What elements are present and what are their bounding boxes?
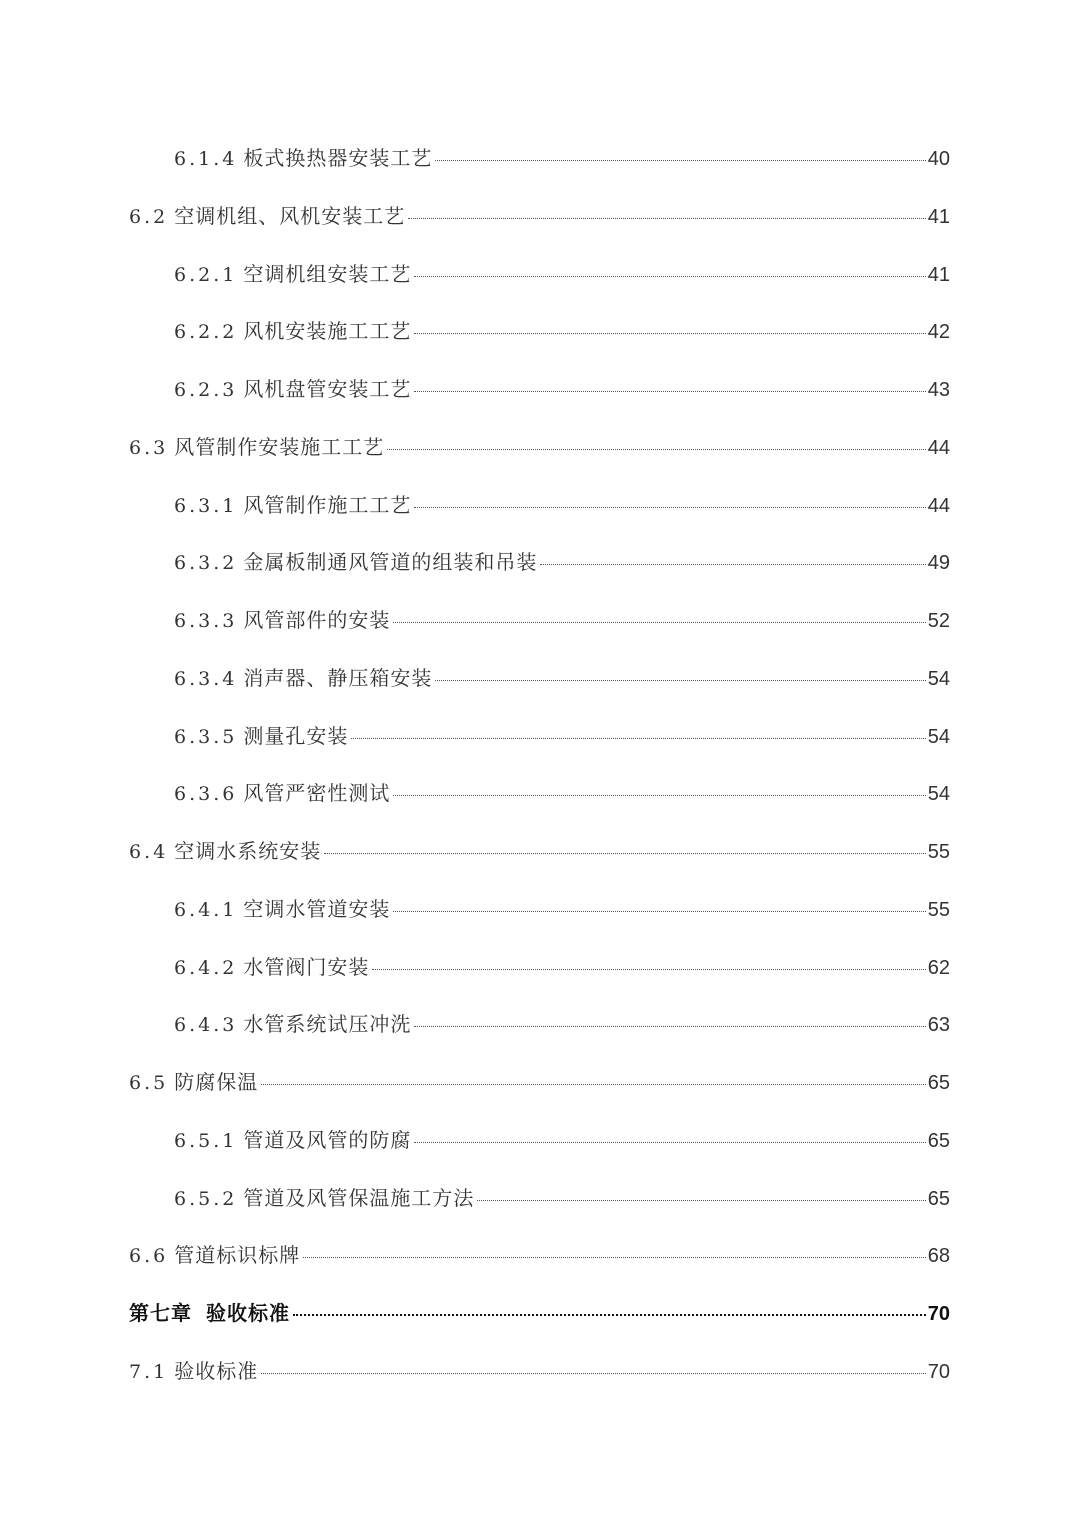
toc-entry-page-number: 70: [927, 1360, 950, 1383]
toc-entry-page-number: 63: [927, 1014, 950, 1037]
toc-entry[interactable]: [0, 1169, 1080, 1227]
toc-entry-page-number: 55: [927, 898, 950, 921]
toc-entry-page-number: 42: [927, 321, 950, 344]
toc-entry-title: 管道及风管的防腐: [243, 1127, 412, 1152]
toc-entry[interactable]: [0, 591, 1080, 649]
toc-entry-line[interactable]: [174, 547, 950, 578]
toc-dot-leader: [387, 449, 926, 450]
toc-entry-title: 空调机组安装工艺: [243, 261, 412, 286]
toc-entry-title: 管道及风管保温施工方法: [243, 1185, 475, 1210]
toc-entry-number: 6.3.4: [174, 667, 238, 690]
toc-entry-number: 6.1.4: [174, 148, 238, 170]
toc-chapter-entry[interactable]: [0, 1284, 1080, 1342]
toc-entry-number: 6.4.2: [174, 956, 238, 979]
toc-entry-number: 6.2.1: [174, 263, 238, 286]
toc-entry-line[interactable]: [174, 143, 950, 174]
toc-entry-title: 板式换热器安装工艺: [243, 146, 433, 170]
table-of-contents: [0, 129, 1080, 1400]
toc-entry[interactable]: [0, 822, 1080, 880]
toc-entry-page-number: 55: [927, 841, 950, 863]
toc-entry-number: 6.5.1: [174, 1129, 238, 1152]
toc-entry-number: 6.2.2: [174, 321, 238, 344]
toc-dot-leader: [414, 1142, 925, 1143]
toc-dot-leader: [372, 969, 925, 970]
toc-entry-title: 消声器、静压箱安装: [243, 665, 433, 690]
toc-entry-number: 6.4.3: [174, 1014, 238, 1037]
toc-entry[interactable]: [0, 649, 1080, 707]
toc-entry[interactable]: [0, 533, 1080, 591]
toc-entry-line[interactable]: [129, 1240, 950, 1271]
toc-dot-leader: [435, 160, 925, 161]
toc-entry-line[interactable]: [174, 1125, 950, 1156]
toc-entry-page-number: 40: [927, 148, 950, 170]
toc-entry-line[interactable]: [174, 259, 950, 290]
toc-entry-title: 空调水管道安装: [243, 896, 391, 921]
toc-entry[interactable]: [0, 360, 1080, 418]
toc-dot-leader: [393, 622, 925, 623]
toc-entry-page-number: 49: [927, 552, 950, 575]
toc-entry-line[interactable]: [174, 605, 950, 636]
toc-entry-line[interactable]: [129, 432, 950, 463]
toc-entry-title: 风管制作安装施工工艺: [174, 434, 385, 459]
toc-entry-number: 6.3.1: [174, 494, 238, 517]
toc-entry[interactable]: [0, 1111, 1080, 1169]
toc-entry-line[interactable]: [129, 1298, 950, 1329]
toc-entry[interactable]: [0, 418, 1080, 476]
toc-entry-line[interactable]: [174, 316, 950, 347]
toc-dot-leader: [293, 1314, 926, 1316]
toc-dot-leader: [324, 853, 926, 854]
toc-entry-title: 风机盘管安装工艺: [243, 377, 412, 401]
toc-entry-title: 测量孔安装: [243, 723, 349, 748]
toc-entry-number: 6.3.5: [174, 725, 238, 748]
toc-entry-line[interactable]: [129, 1356, 950, 1387]
toc-entry-page-number: 44: [927, 494, 950, 517]
toc-entry-line[interactable]: [129, 201, 950, 232]
toc-entry-title: 风管制作施工工艺: [243, 492, 412, 517]
toc-entry[interactable]: [0, 245, 1080, 303]
toc-entry-page-number: 65: [927, 1129, 950, 1152]
toc-dot-leader: [261, 1084, 926, 1085]
toc-entry-page-number: 65: [927, 1072, 950, 1094]
toc-entry-line[interactable]: [174, 1183, 950, 1214]
toc-entry-title: 空调水系统安装: [174, 839, 322, 863]
toc-entry-line[interactable]: [129, 836, 950, 867]
toc-dot-leader: [477, 1200, 925, 1201]
toc-entry-page-number: 54: [927, 667, 950, 690]
toc-entry-title: 水管阀门安装: [243, 954, 370, 979]
toc-entry-line[interactable]: [174, 1009, 950, 1040]
toc-dot-leader: [414, 1026, 925, 1027]
toc-entry-title: 防腐保温: [174, 1070, 259, 1094]
toc-entry-number: 第七章: [129, 1301, 192, 1325]
toc-entry[interactable]: [0, 707, 1080, 765]
toc-entry-number: 6.2: [129, 205, 169, 228]
toc-entry[interactable]: [0, 1226, 1080, 1284]
toc-entry[interactable]: [0, 476, 1080, 534]
toc-entry-page-number: 43: [927, 379, 950, 401]
toc-entry-page-number: 68: [927, 1245, 950, 1268]
toc-entry-number: 6.3.6: [174, 783, 238, 806]
toc-entry-line[interactable]: [174, 490, 950, 521]
toc-entry-line[interactable]: [174, 721, 950, 752]
toc-entry[interactable]: [0, 1053, 1080, 1111]
toc-entry-page-number: 54: [927, 725, 950, 748]
toc-entry[interactable]: [0, 129, 1080, 187]
toc-dot-leader: [414, 391, 925, 392]
toc-entry[interactable]: [0, 938, 1080, 996]
toc-entry-title: 验收标准: [174, 1358, 259, 1383]
toc-dot-leader: [540, 564, 925, 565]
toc-entry-number: 6.5: [129, 1072, 169, 1094]
toc-entry-title: 风机安装施工工艺: [243, 319, 412, 344]
toc-dot-leader: [435, 680, 925, 681]
toc-dot-leader: [351, 738, 925, 739]
toc-entry-title: 风管部件的安装: [243, 608, 391, 632]
toc-dot-leader: [303, 1257, 926, 1258]
toc-entry-page-number: 70: [927, 1303, 950, 1325]
toc-entry[interactable]: [0, 187, 1080, 245]
toc-entry-page-number: 41: [927, 205, 950, 228]
toc-entry[interactable]: [0, 880, 1080, 938]
toc-entry-line[interactable]: [174, 952, 950, 983]
toc-entry-page-number: 65: [927, 1187, 950, 1210]
toc-entry-number: 6.4.1: [174, 898, 238, 921]
toc-entry-page-number: 41: [927, 263, 950, 286]
toc-entry[interactable]: [0, 764, 1080, 822]
toc-dot-leader: [414, 333, 925, 334]
toc-entry-number: 6.6: [129, 1245, 169, 1268]
toc-entry-page-number: 44: [927, 436, 950, 459]
toc-entry[interactable]: [0, 302, 1080, 360]
toc-entry-title: 水管系统试压冲洗: [243, 1012, 412, 1037]
toc-entry-number: 7.1: [129, 1360, 169, 1383]
toc-entry-page-number: 62: [927, 956, 950, 979]
toc-entry-title: 管道标识标牌: [174, 1243, 301, 1268]
toc-entry-title: 风管严密性测试: [243, 781, 391, 806]
toc-dot-leader: [393, 795, 925, 796]
toc-dot-leader: [261, 1373, 926, 1374]
toc-entry-number: 6.3.3: [174, 610, 238, 632]
toc-entry-title: 金属板制通风管道的组装和吊装: [243, 550, 538, 575]
toc-dot-leader: [393, 911, 925, 912]
toc-entry[interactable]: [0, 995, 1080, 1053]
toc-entry-number: 6.3: [129, 436, 169, 459]
toc-dot-leader: [414, 507, 925, 508]
toc-entry-number: 6.2.3: [174, 379, 238, 401]
toc-entry-title: 验收标准: [206, 1301, 290, 1325]
toc-entry-number: 6.4: [129, 841, 169, 863]
toc-entry-number: 6.5.2: [174, 1187, 238, 1210]
toc-entry-line[interactable]: [174, 374, 950, 405]
toc-dot-leader: [414, 276, 925, 277]
toc-entry[interactable]: [0, 1342, 1080, 1400]
toc-dot-leader: [408, 218, 926, 219]
toc-entry-line[interactable]: [129, 1067, 950, 1098]
toc-entry-line[interactable]: [174, 663, 950, 694]
toc-entry-page-number: 54: [927, 783, 950, 806]
toc-entry-number: 6.3.2: [174, 552, 238, 575]
toc-entry-page-number: 52: [927, 610, 950, 632]
toc-entry-line[interactable]: [174, 894, 950, 925]
toc-entry-line[interactable]: [174, 778, 950, 809]
toc-entry-title: 空调机组、风机安装工艺: [174, 203, 406, 228]
